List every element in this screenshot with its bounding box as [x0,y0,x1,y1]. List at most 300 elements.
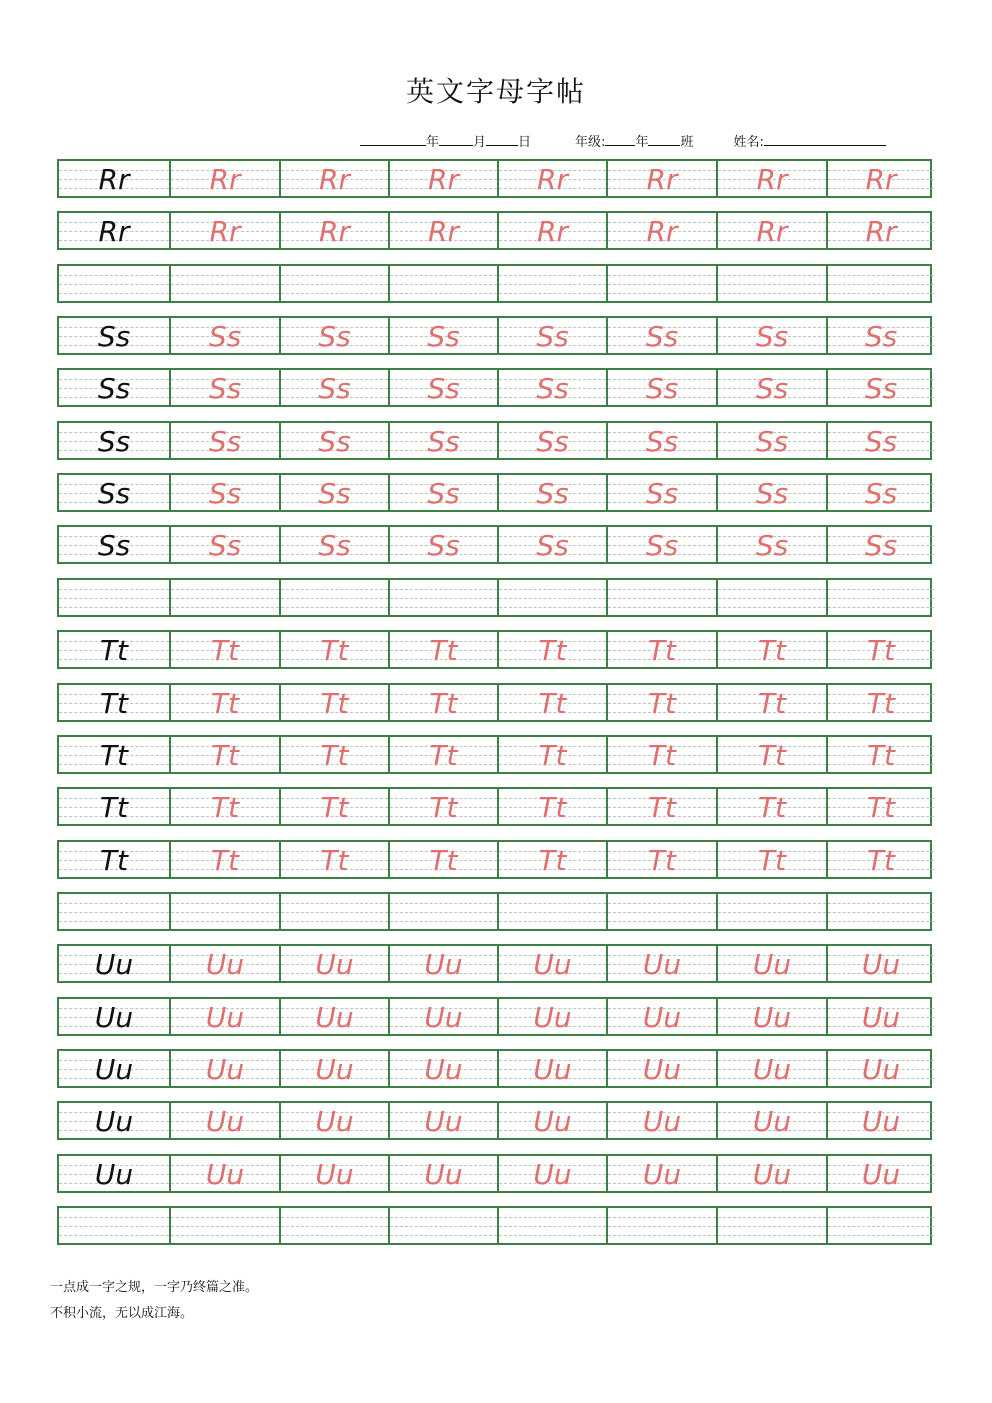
trace-cell[interactable] [279,1156,388,1191]
trace-letter: Uu [642,1052,682,1086]
guide-line [499,921,606,922]
trace-cell[interactable] [388,161,497,196]
trace-cell[interactable] [826,1051,934,1086]
trace-cell[interactable] [169,161,279,196]
guide-line [718,275,826,276]
guide-line [390,1217,497,1218]
guide-line [499,589,606,590]
guide-line [608,293,716,294]
trace-cell[interactable] [169,1208,279,1243]
trace-cell[interactable] [279,1103,388,1138]
trace-cell[interactable] [606,1103,716,1138]
trace-cell[interactable] [169,318,279,353]
trace-letter: Tt [866,843,896,877]
trace-cell[interactable] [388,946,497,981]
model-cell[interactable] [59,318,169,353]
practice-row-uu [57,944,932,983]
trace-letter: Rr [646,162,678,196]
trace-letter: Uu [752,1104,792,1138]
trace-cell[interactable] [606,1156,716,1191]
guide-line [390,1235,497,1236]
trace-cell[interactable] [716,1208,826,1243]
trace-cell[interactable] [716,580,826,615]
trace-cell[interactable] [716,423,826,458]
model-letter: Rr [98,214,130,248]
practice-row-rr [57,211,932,250]
trace-letter: Uu [533,1157,572,1191]
trace-cell[interactable] [497,266,606,301]
trace-cell[interactable] [497,789,606,824]
trace-letter: Tt [429,843,458,877]
trace-letter: Uu [315,1104,354,1138]
trace-letter: Uu [315,947,354,981]
trace-cell[interactable] [169,266,279,301]
trace-cell[interactable] [826,1208,934,1243]
guide-line [171,1235,279,1236]
guide-line [390,1226,497,1227]
trace-cell[interactable] [606,999,716,1034]
trace-letter: Rr [537,162,568,196]
trace-letter: Uu [642,947,682,981]
trace-cell[interactable] [606,580,716,615]
guide-line [718,589,826,590]
trace-cell[interactable] [606,266,716,301]
guide-line [281,598,388,599]
trace-letter: Tt [429,790,458,824]
model-letter: Uu [94,1000,134,1034]
day-blank[interactable] [486,133,518,146]
guide-line [59,1226,169,1227]
guide-line [828,589,934,590]
trace-letter: Tt [320,738,349,772]
guide-line [390,275,497,276]
model-cell[interactable] [59,894,169,929]
trace-letter: Uu [861,1000,901,1034]
trace-cell[interactable] [388,370,497,405]
trace-cell[interactable] [279,213,388,248]
trace-cell[interactable] [606,1051,716,1086]
trace-letter: Rr [646,214,678,248]
trace-cell[interactable] [606,632,716,667]
trace-letter: Tt [320,790,349,824]
trace-cell[interactable] [169,894,279,929]
trace-letter: Ss [536,371,569,405]
model-cell[interactable] [59,527,169,562]
trace-cell[interactable] [388,580,497,615]
model-cell[interactable] [59,842,169,877]
model-cell[interactable] [59,789,169,824]
trace-cell[interactable] [279,423,388,458]
trace-cell[interactable] [716,318,826,353]
trace-cell[interactable] [388,1156,497,1191]
trace-cell[interactable] [606,1208,716,1243]
guide-line [718,921,826,922]
model-letter: Tt [99,686,129,720]
trace-cell[interactable] [169,789,279,824]
guide-line [499,912,606,913]
trace-cell[interactable] [279,685,388,720]
trace-cell[interactable] [497,318,606,353]
trace-cell[interactable] [716,370,826,405]
model-letter: Ss [97,476,131,510]
guide-line [828,293,934,294]
class-label: 班 [680,135,694,150]
trace-cell[interactable] [716,475,826,510]
practice-row-uu [57,997,932,1036]
trace-cell[interactable] [497,946,606,981]
trace-letter: Tt [429,686,458,720]
trace-cell[interactable] [716,842,826,877]
trace-cell[interactable] [716,161,826,196]
trace-letter: Tt [647,633,677,667]
trace-cell[interactable] [606,842,716,877]
trace-cell[interactable] [279,789,388,824]
trace-cell[interactable] [497,527,606,562]
trace-cell[interactable] [826,842,934,877]
guide-line [171,921,279,922]
trace-cell[interactable] [169,370,279,405]
trace-cell[interactable] [388,213,497,248]
trace-cell[interactable] [716,1051,826,1086]
trace-cell[interactable] [388,894,497,929]
model-letter: Ss [97,528,131,562]
page-title: 英文字母字帖 [405,75,586,108]
trace-letter: Rr [319,162,350,196]
trace-cell[interactable] [606,423,716,458]
model-cell[interactable] [59,161,169,196]
trace-cell[interactable] [826,318,934,353]
guide-line [171,275,279,276]
trace-cell[interactable] [388,737,497,772]
trace-cell[interactable] [497,580,606,615]
model-cell[interactable] [59,213,169,248]
trace-cell[interactable] [826,370,934,405]
trace-cell[interactable] [826,527,934,562]
model-cell[interactable] [59,266,169,301]
guide-line [828,903,934,904]
trace-cell[interactable] [279,842,388,877]
trace-cell[interactable] [279,999,388,1034]
grade-blank[interactable] [605,133,635,146]
model-cell[interactable] [59,423,169,458]
trace-cell[interactable] [388,789,497,824]
trace-letter: Ss [427,476,460,510]
guide-line [390,589,497,590]
trace-letter: Ss [427,424,460,458]
trace-cell[interactable] [169,685,279,720]
trace-letter: Ss [645,528,679,562]
trace-letter: Ss [755,424,789,458]
trace-cell[interactable] [169,842,279,877]
trace-letter: Uu [315,1052,354,1086]
grade-label: 年级: [575,135,606,150]
name-blank[interactable] [764,133,886,146]
trace-cell[interactable] [826,946,934,981]
trace-letter: Rr [865,214,897,248]
trace-cell[interactable] [826,1103,934,1138]
trace-letter: Ss [755,528,789,562]
trace-cell[interactable] [826,999,934,1034]
guide-line [281,912,388,913]
trace-cell[interactable] [279,580,388,615]
trace-letter: Ss [755,319,789,353]
trace-cell[interactable] [169,527,279,562]
trace-cell[interactable] [606,475,716,510]
trace-cell[interactable] [497,632,606,667]
trace-cell[interactable] [169,1103,279,1138]
trace-cell[interactable] [826,894,934,929]
trace-cell[interactable] [606,527,716,562]
trace-letter: Ss [318,476,351,510]
trace-cell[interactable] [497,894,606,929]
model-cell[interactable] [59,1103,169,1138]
trace-letter: Uu [424,1000,463,1034]
trace-cell[interactable] [716,1156,826,1191]
trace-cell[interactable] [497,737,606,772]
trace-cell[interactable] [826,737,934,772]
trace-cell[interactable] [279,161,388,196]
trace-cell[interactable] [606,789,716,824]
trace-cell[interactable] [716,946,826,981]
trace-cell[interactable] [497,685,606,720]
trace-cell[interactable] [388,1103,497,1138]
trace-cell[interactable] [388,318,497,353]
trace-letter: Rr [319,214,350,248]
trace-cell[interactable] [279,318,388,353]
guide-line [608,589,716,590]
trace-cell[interactable] [606,370,716,405]
trace-cell[interactable] [826,213,934,248]
guide-line [499,293,606,294]
trace-cell[interactable] [388,266,497,301]
guide-line [281,293,388,294]
trace-cell[interactable] [606,737,716,772]
guide-line [828,1226,934,1227]
trace-letter: Ss [864,371,898,405]
trace-letter: Tt [210,790,240,824]
trace-cell[interactable] [388,475,497,510]
guide-line [59,293,169,294]
trace-cell[interactable] [388,842,497,877]
trace-cell[interactable] [826,580,934,615]
trace-letter: Rr [756,162,788,196]
month-label: 月 [473,135,487,150]
trace-cell[interactable] [279,266,388,301]
trace-cell[interactable] [279,1208,388,1243]
trace-letter: Uu [424,1157,463,1191]
footer-quote-1: 一点成一字之规，一字乃终篇之准。 [50,1280,259,1295]
trace-cell[interactable] [497,1103,606,1138]
trace-letter: Ss [318,424,351,458]
trace-cell[interactable] [826,685,934,720]
trace-cell[interactable] [388,423,497,458]
practice-row-ss [57,316,932,355]
trace-cell[interactable] [497,370,606,405]
model-letter: Ss [97,424,131,458]
model-letter: Tt [99,738,129,772]
trace-cell[interactable] [497,1051,606,1086]
trace-letter: Ss [208,528,242,562]
trace-cell[interactable] [388,1051,497,1086]
trace-letter: Ss [645,424,679,458]
model-cell[interactable] [59,946,169,981]
trace-cell[interactable] [388,1208,497,1243]
model-cell[interactable] [59,1208,169,1243]
trace-cell[interactable] [388,685,497,720]
guide-line [718,1235,826,1236]
trace-letter: Ss [864,319,898,353]
trace-letter: Ss [755,476,789,510]
trace-letter: Ss [208,476,242,510]
trace-cell[interactable] [169,632,279,667]
trace-cell[interactable] [497,1156,606,1191]
trace-cell[interactable] [716,213,826,248]
trace-letter: Ss [208,424,242,458]
practice-row-tt [57,840,932,879]
trace-cell[interactable] [826,266,934,301]
guide-line [59,1217,169,1218]
model-cell[interactable] [59,999,169,1034]
trace-cell[interactable] [716,632,826,667]
trace-letter: Uu [424,1104,463,1138]
month-blank[interactable] [439,133,473,146]
trace-cell[interactable] [606,213,716,248]
trace-cell[interactable] [169,213,279,248]
guide-line [828,1217,934,1218]
trace-cell[interactable] [169,1156,279,1191]
trace-cell[interactable] [279,370,388,405]
guide-line [59,589,169,590]
trace-letter: Tt [320,686,349,720]
trace-cell[interactable] [716,894,826,929]
trace-letter: Tt [538,790,567,824]
trace-cell[interactable] [826,475,934,510]
trace-letter: Tt [757,790,787,824]
model-cell[interactable] [59,685,169,720]
day-label: 日 [518,135,532,150]
trace-cell[interactable] [169,580,279,615]
trace-letter: Tt [429,633,458,667]
trace-cell[interactable] [716,737,826,772]
name-label: 姓名: [733,135,764,150]
model-cell[interactable] [59,475,169,510]
trace-cell[interactable] [497,213,606,248]
trace-cell[interactable] [169,423,279,458]
guide-line [281,1217,388,1218]
guide-line [828,607,934,608]
trace-letter: Ss [645,371,679,405]
guide-line [608,921,716,922]
model-cell[interactable] [59,737,169,772]
trace-cell[interactable] [279,1051,388,1086]
guide-line [171,1226,279,1227]
trace-cell[interactable] [716,685,826,720]
trace-cell[interactable] [826,423,934,458]
model-letter: Uu [94,1104,134,1138]
trace-cell[interactable] [497,999,606,1034]
class-blank[interactable] [648,133,680,146]
trace-cell[interactable] [279,946,388,981]
trace-letter: Rr [865,162,897,196]
trace-letter: Ss [645,319,679,353]
model-cell[interactable] [59,370,169,405]
model-cell[interactable] [59,632,169,667]
practice-row-ss [57,473,932,512]
guide-line [390,921,497,922]
trace-cell[interactable] [169,946,279,981]
guide-line [59,903,169,904]
trace-cell[interactable] [279,737,388,772]
trace-cell[interactable] [279,894,388,929]
trace-cell[interactable] [169,737,279,772]
trace-letter: Rr [537,214,568,248]
guide-line [828,921,934,922]
trace-cell[interactable] [169,999,279,1034]
trace-cell[interactable] [826,161,934,196]
trace-cell[interactable] [169,1051,279,1086]
trace-cell[interactable] [388,527,497,562]
trace-cell[interactable] [826,632,934,667]
guide-line [828,284,934,285]
blank-practice-row [57,1206,932,1245]
trace-cell[interactable] [606,894,716,929]
trace-cell[interactable] [497,475,606,510]
trace-cell[interactable] [388,632,497,667]
trace-cell[interactable] [279,527,388,562]
trace-cell[interactable] [606,946,716,981]
trace-cell[interactable] [716,527,826,562]
trace-cell[interactable] [388,999,497,1034]
practice-row-tt [57,630,932,669]
guide-line [171,1217,279,1218]
trace-cell[interactable] [826,1156,934,1191]
trace-cell[interactable] [606,161,716,196]
guide-line [171,912,279,913]
guide-line [718,912,826,913]
practice-row-tt [57,787,932,826]
practice-row-uu [57,1049,932,1088]
model-letter: Tt [99,790,129,824]
trace-cell[interactable] [169,475,279,510]
trace-letter: Uu [533,1000,572,1034]
trace-letter: Tt [757,686,787,720]
trace-letter: Uu [533,1052,572,1086]
trace-letter: Tt [866,738,896,772]
guide-line [608,598,716,599]
trace-cell[interactable] [497,161,606,196]
trace-cell[interactable] [279,475,388,510]
trace-letter: Uu [861,1104,901,1138]
trace-cell[interactable] [716,266,826,301]
trace-cell[interactable] [497,1208,606,1243]
trace-cell[interactable] [606,318,716,353]
model-cell[interactable] [59,580,169,615]
model-cell[interactable] [59,1156,169,1191]
trace-cell[interactable] [826,789,934,824]
trace-cell[interactable] [279,632,388,667]
trace-cell[interactable] [716,999,826,1034]
trace-cell[interactable] [497,842,606,877]
trace-letter: Uu [315,1157,354,1191]
trace-cell[interactable] [497,423,606,458]
trace-cell[interactable] [716,1103,826,1138]
trace-letter: Tt [866,686,896,720]
trace-cell[interactable] [716,789,826,824]
year-blank[interactable] [360,133,426,146]
trace-cell[interactable] [606,685,716,720]
model-cell[interactable] [59,1051,169,1086]
practice-row-ss [57,368,932,407]
